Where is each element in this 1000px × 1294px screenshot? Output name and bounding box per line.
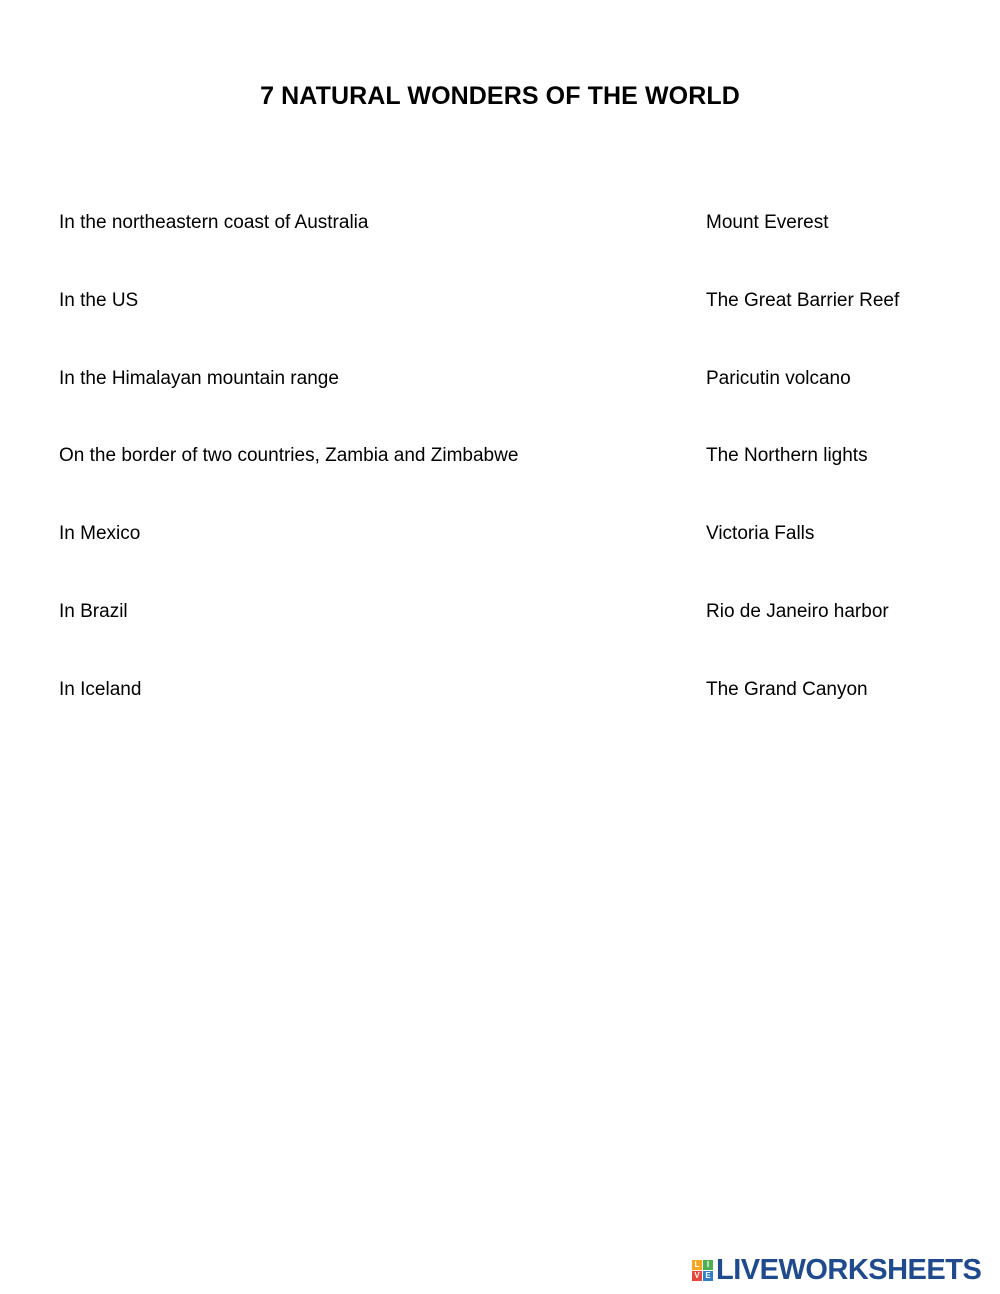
location-text: In Brazil bbox=[59, 600, 128, 622]
wonder-text: Mount Everest bbox=[706, 212, 829, 233]
wonder-text: Victoria Falls bbox=[706, 523, 815, 545]
location-text: In Mexico bbox=[59, 523, 141, 545]
location-text: In the US bbox=[59, 289, 139, 311]
logo-mark-l: L bbox=[692, 1260, 702, 1270]
matching-row bbox=[0, 366, 1000, 444]
location-text: In the northeastern coast of Australia bbox=[59, 212, 369, 233]
matching-row bbox=[0, 443, 1000, 521]
liveworksheets-logo bbox=[692, 1254, 981, 1286]
page-title: 7 NATURAL WONDERS OF THE WORLD bbox=[260, 82, 740, 110]
wonder-text: The Great Barrier Reef bbox=[706, 289, 900, 311]
matching-row bbox=[0, 288, 1000, 366]
logo-mark-i: I bbox=[703, 1260, 713, 1270]
logo-mark-icon bbox=[692, 1260, 713, 1281]
wonder-text: Paricutin volcano bbox=[706, 367, 851, 389]
wonder-text: The Northern lights bbox=[706, 445, 868, 467]
matching-row bbox=[0, 521, 1000, 599]
matching-row bbox=[0, 677, 1000, 755]
matching-list bbox=[0, 210, 1000, 755]
matching-row bbox=[0, 599, 1000, 677]
wonder-text: The Grand Canyon bbox=[706, 678, 868, 700]
location-text: In Iceland bbox=[59, 678, 142, 700]
logo-mark-e: E bbox=[703, 1271, 713, 1281]
logo-wordmark: LIVEWORKSHEETS bbox=[716, 1253, 982, 1286]
logo-mark-v: V bbox=[692, 1271, 702, 1281]
wonder-text: Rio de Janeiro harbor bbox=[706, 600, 889, 622]
location-text: In the Himalayan mountain range bbox=[59, 367, 339, 389]
matching-row bbox=[0, 210, 1000, 288]
location-text: On the border of two countries, Zambia and Zimbabwe bbox=[59, 445, 519, 467]
